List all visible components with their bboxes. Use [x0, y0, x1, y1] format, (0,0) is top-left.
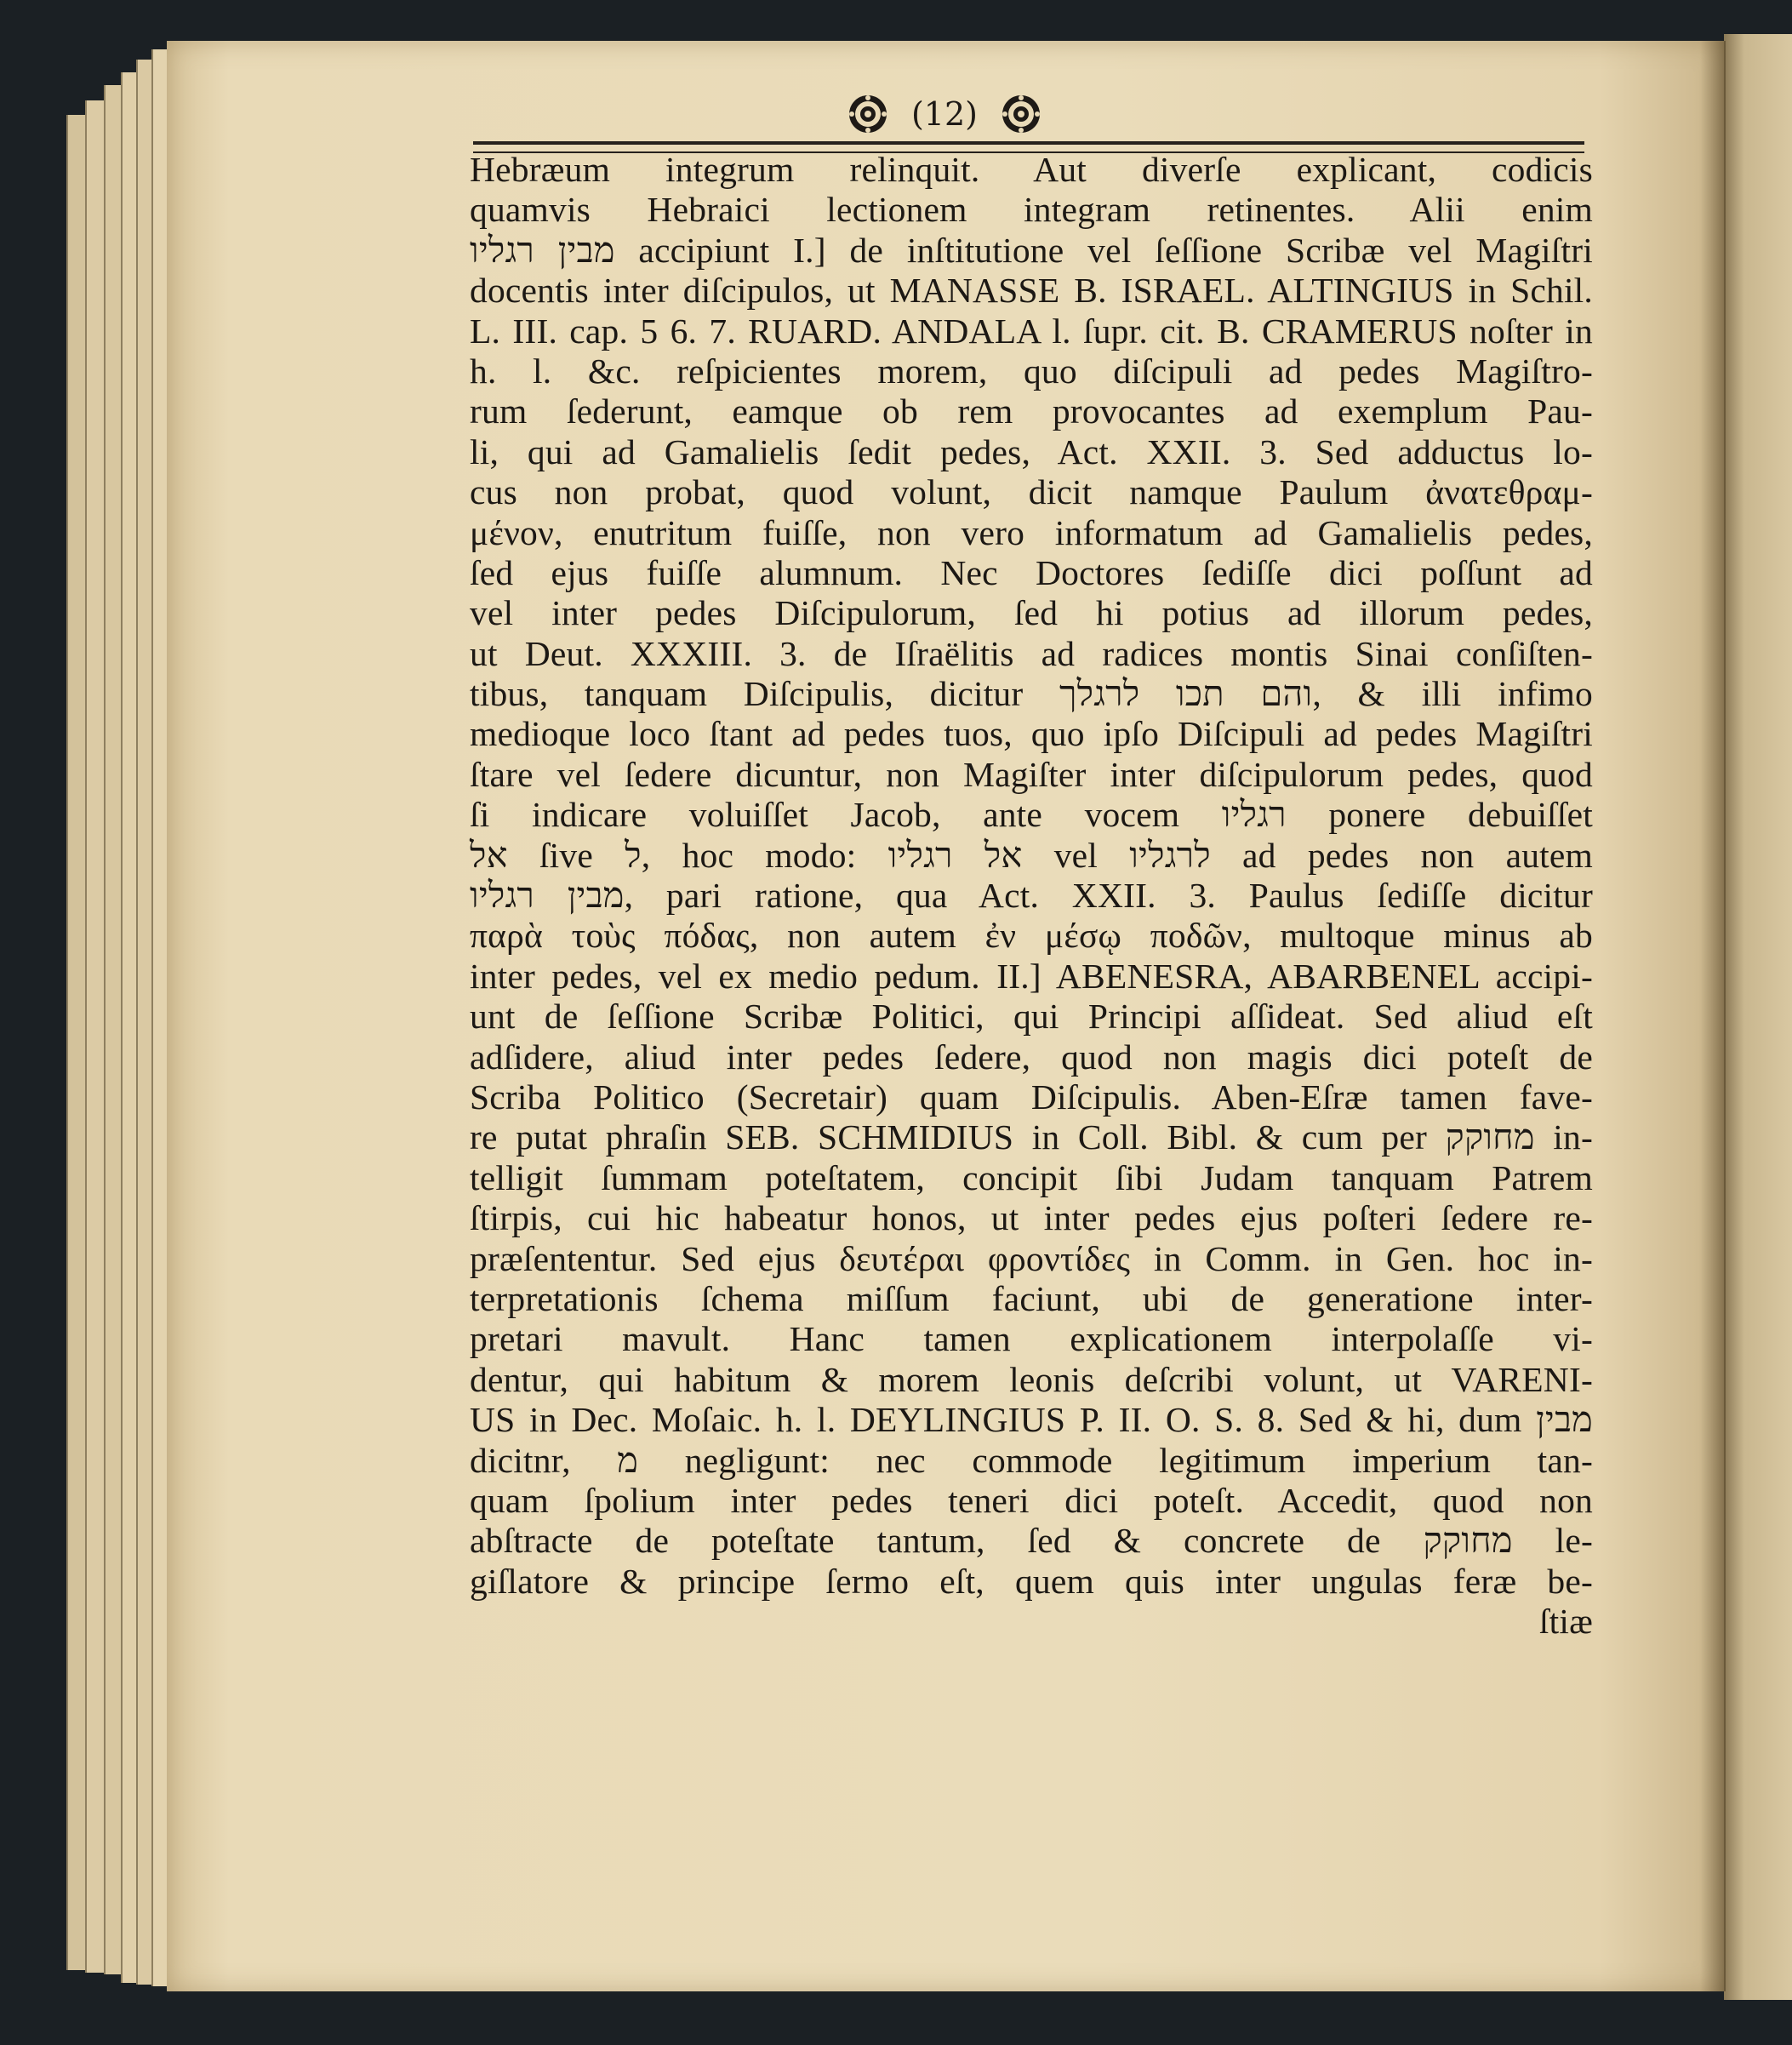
- catchword: ſtiæ: [1538, 1602, 1593, 1642]
- rosette-ornament-icon: [1000, 93, 1042, 135]
- text-line: abſtracte de poteſtate tantum, ſed & concrete de מחוקק le-: [470, 1521, 1593, 1561]
- text-line: cus non probat, quod volunt, dicit namque Paulum ἀνατεθραμ-: [470, 472, 1593, 512]
- text-line: adſidere, aliud inter pedes ſedere, quod non magis dici poteſt de: [470, 1037, 1593, 1077]
- text-line: US in Dec. Moſaic. h. l. DEYLINGIUS P. II. O. S. 8. Sed & hi, dum מבין: [470, 1400, 1593, 1440]
- text-line: medioque loco ſtant ad pedes tuos, quo ipſo Diſcipuli ad pedes Magiſtri: [470, 714, 1593, 754]
- text-line: vel inter pedes Diſcipulorum, ſed hi potius ad illorum pedes,: [470, 593, 1593, 633]
- text-line: מבין רגליו accipiunt I.] de inſtitutione vel ſeſſione Scribæ vel Magiſtri: [470, 230, 1593, 270]
- text-line: terpretationis ſchema miſſum faciunt, ubi de generatione inter-: [470, 1278, 1593, 1318]
- text-line: docentis inter diſcipulos, ut MANASSE B. ISRAEL. ALTINGIUS in Schil.: [470, 271, 1593, 311]
- text-line: inter pedes, vel ex medio pedum. II.] ABENESRA, ABARBENEL accipi-: [470, 956, 1593, 996]
- rosette-ornament-icon: [847, 93, 889, 135]
- text-line: Hebræum integrum relinquit. Aut diverſe explicant, codicis: [470, 150, 1593, 189]
- text-line: quamvis Hebraici lectionem integram retinentes. Alii enim: [470, 190, 1593, 230]
- text-line: rum ſederunt, eamque ob rem provocantes ad exemplum Pau-: [470, 391, 1593, 431]
- text-line: ſtirpis, cui hic habeatur honos, ut inter pedes ejus poſteri ſedere re-: [470, 1198, 1593, 1238]
- page-number: (12): [910, 94, 978, 133]
- text-line: quam ſpolium inter pedes teneri dici poteſt. Accedit, quod non: [470, 1480, 1593, 1520]
- text-line: li, qui ad Gamalielis ſedit pedes, Act. XXII. 3. Sed adductus lo-: [470, 431, 1593, 471]
- facing-page-edge: [1724, 34, 1792, 2000]
- text-line: L. III. cap. 5 6. 7. RUARD. ANDALA l. ſupr. cit. B. CRAMERUS noſter in: [470, 311, 1593, 351]
- page-gutter-shadow: [1700, 41, 1726, 1991]
- text-line: Scriba Politico (Secretair) quam Diſcipulis. Aben-Eſræ tamen fave-: [470, 1077, 1593, 1117]
- body-text: [470, 150, 1593, 1642]
- text-line: παρὰ τοὺς πόδας, non autem ἐν μέσῳ ποδῶν, multoque minus ab: [470, 916, 1593, 956]
- text-line: re putat phraſin SEB. SCHMIDIUS in Coll. Bibl. & cum per מחוקק in-: [470, 1117, 1593, 1157]
- text-line: præſententur. Sed ejus δευτέραι φροντίδες in Comm. in Gen. hoc in-: [470, 1238, 1593, 1278]
- text-line: ut Deut. XXXIII. 3. de Iſraëlitis ad radices montis Sinai conſiſten-: [470, 633, 1593, 673]
- text-line: dentur, qui habitum & morem leonis deſcribi volunt, ut VARENI-: [470, 1359, 1593, 1399]
- text-line: tibus, tanquam Diſcipulis, dicitur והם תכו לרגלך, & illi infimo: [470, 674, 1593, 714]
- text-line: מבין רגליו, pari ratione, qua Act. XXII. 3. Paulus ſediſſe dicitur: [470, 876, 1593, 916]
- text-line: telligit ſummam poteſtatem, concipit ſibi Judam tanquam Patrem: [470, 1157, 1593, 1197]
- text-line: unt de ſeſſione Scribæ Politici, qui Principi aſſideat. Sed aliud eſt: [470, 997, 1593, 1037]
- text-line: pretari mavult. Hanc tamen explicationem interpolaſſe vi-: [470, 1319, 1593, 1359]
- text-line: אל ſive ל, hoc modo: אל רגליו vel לרגליו ad pedes non autem: [470, 835, 1593, 875]
- text-line: ſtare vel ſedere dicuntur, non Magiſter inter diſcipulorum pedes, quod: [470, 754, 1593, 794]
- page-header: [298, 92, 1591, 143]
- text-line: ſi indicare voluiſſet Jacob, ante vocem רגליו ponere debuiſſet: [470, 795, 1593, 835]
- text-line: dicitnr, מ negligunt: nec commode legitimum imperium tan-: [470, 1440, 1593, 1480]
- text-line: giſlatore & principe ſermo eſt, quem quis inter ungulas feræ be-: [470, 1561, 1593, 1601]
- text-line: h. l. &c. reſpicientes morem, quo diſcipuli ad pedes Magiſtro-: [470, 351, 1593, 391]
- text-line: ſed ejus fuiſſe alumnum. Nec Doctores ſediſſe dici poſſunt ad: [470, 552, 1593, 592]
- text-line: μένον, enutritum fuiſſe, non vero informatum ad Gamalielis pedes,: [470, 512, 1593, 552]
